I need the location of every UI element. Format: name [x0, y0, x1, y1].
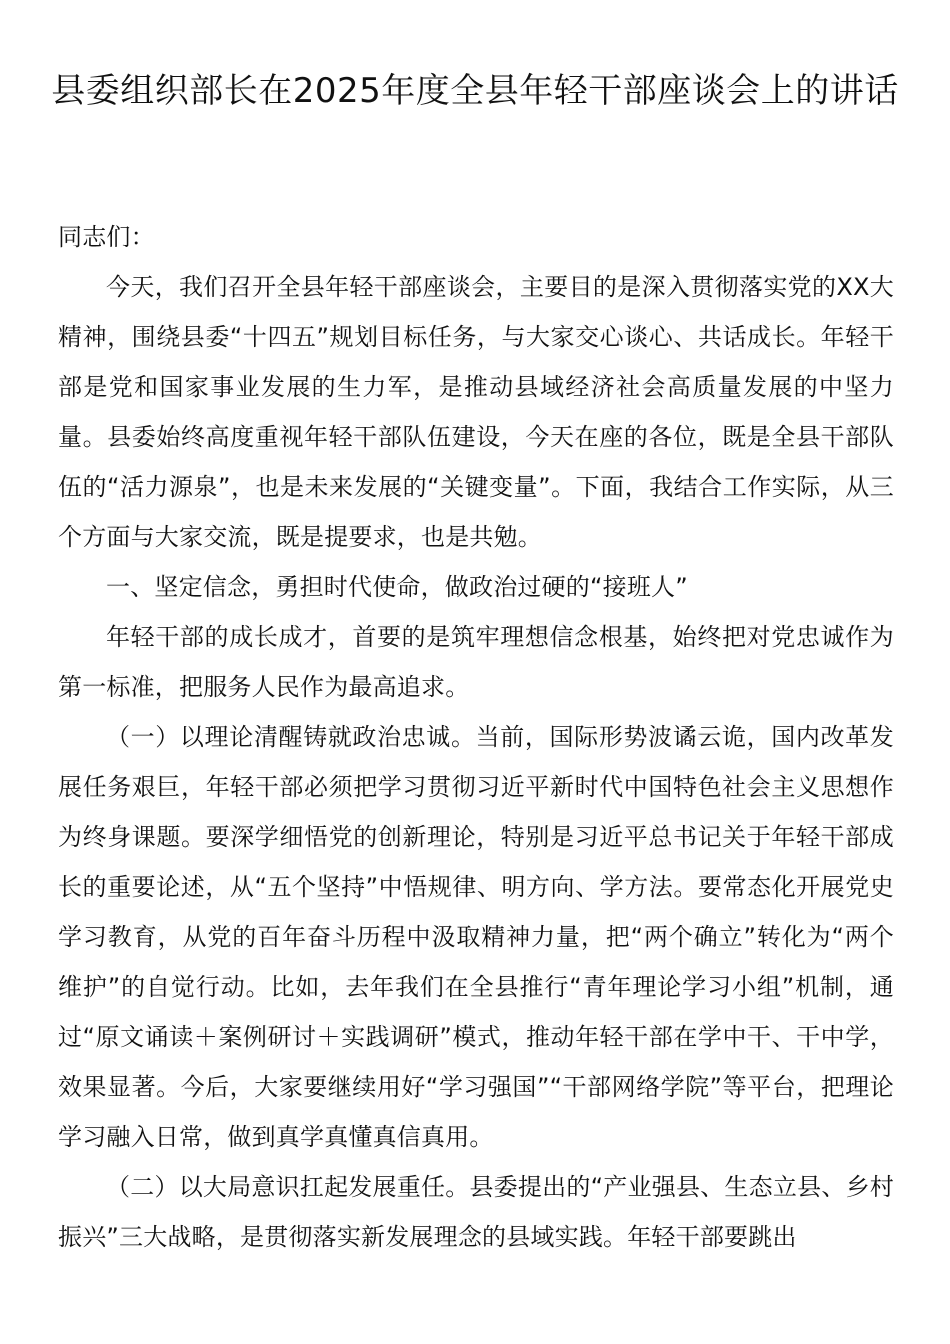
document-title: 县委组织部长在2025年度全县年轻干部座谈会上的讲话	[51, 71, 899, 111]
paragraph-subsection-1: （一）以理论清醒铸就政治忠诚。当前，国际形势波谲云诡，国内改革发展任务艰巨，年轻干部必须把学习贯彻习近平新时代中国特色社会主义思想作为终身课题。要深学细悟党的创新理论，特别是习近平总书记关于年轻干部成长的重要论述，从“五个坚持”中悟规律、明方向、学方法。要常态化开展党史学习教育，从党的百年奋斗历程中汲取精神力量，把“两个确立”转化为“两个维护”的自觉行动。比如，去年我们在全县推行“青年理论学习小组”机制，通过“原文诵读＋案例研讨＋实践调研”模式，推动年轻干部在学中干、干中学，效果显著。今后，大家要继续用好“学习强国”“干部网络学院”等平台，把理论学习融入日常，做到真学真懂真信真用。	[58, 723, 894, 1151]
paragraph-intro: 今天，我们召开全县年轻干部座谈会，主要目的是深入贯彻落实党的XX大精神，围绕县委“十四五”规划目标任务，与大家交心谈心、共话成长。年轻干部是党和国家事业发展的生力军，是推动县域经济社会高质量发展的中坚力量。县委始终高度重视年轻干部队伍建设，今天在座的各位，既是全县干部队伍的“活力源泉”，也是未来发展的“关键变量”。下面，我结合工作实际，从三个方面与大家交流，既是提要求，也是共勉。	[58, 273, 894, 551]
salutation: 同志们：	[58, 223, 155, 251]
paragraph-section-1-intro: 年轻干部的成长成才，首要的是筑牢理想信念根基，始终把对党忠诚作为第一标准，把服务人民作为最高追求。	[58, 623, 894, 701]
paragraph-subsection-2: （二）以大局意识扛起发展重任。县委提出的“产业强县、生态立县、乡村振兴”三大战略，是贯彻落实新发展理念的县域实践。年轻干部要跳出	[58, 1173, 894, 1251]
section-heading-1: 一、坚定信念，勇担时代使命，做政治过硬的“接班人”	[106, 573, 688, 601]
document-body	[58, 212, 894, 1262]
